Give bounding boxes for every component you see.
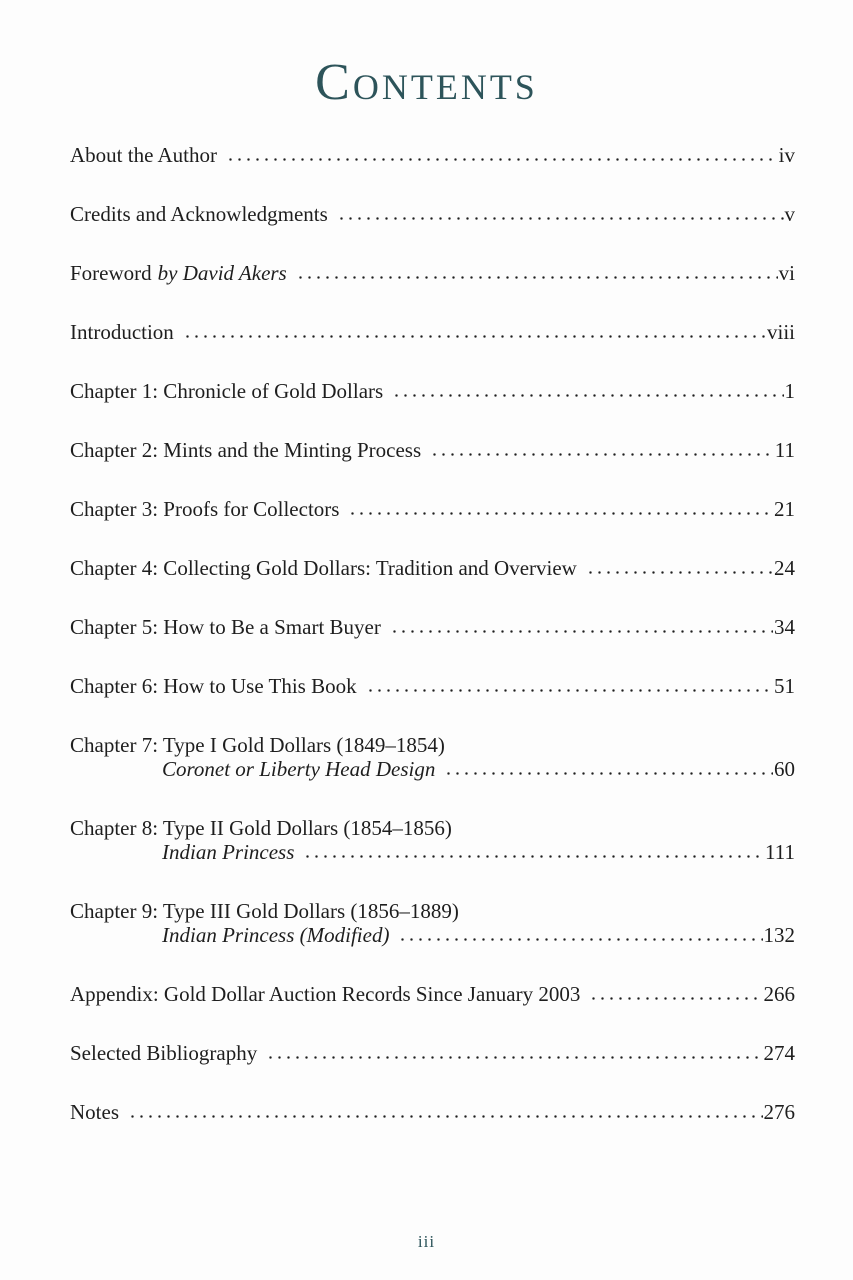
toc-entry-label: Appendix: Gold Dollar Auction Records Since January 2003 [70,982,581,1007]
toc-entry-page: 60 [774,757,795,782]
toc-entry-page: 111 [765,840,795,865]
dot-leader [444,771,773,776]
dot-leader [303,854,764,859]
toc-entry-page: viii [766,320,795,345]
toc-entry-label: Chapter 4: Collecting Gold Dollars: Tradition and Overview [70,556,577,581]
dot-leader [296,275,778,280]
toc-entry-page: 266 [763,982,795,1007]
dot-leader [430,452,774,457]
toc-entry-subtitle: Indian Princess [162,840,295,865]
toc-entry [70,320,795,344]
toc-entry [70,261,795,285]
toc-list [0,143,853,1124]
toc-entry-label: Introduction [70,320,174,345]
dot-leader [366,688,773,693]
toc-entry-page: 51 [774,674,795,699]
dot-leader [390,629,773,634]
toc-entry-page: 1 [784,379,795,404]
toc-entry-subtitle: Indian Princess (Modified) [162,923,390,948]
toc-entry-label: Chapter 6: How to Use This Book [70,674,357,699]
toc-entry-label: About the Author [70,143,217,168]
toc-entry-page: vi [778,261,795,286]
toc-entry [70,556,795,580]
toc-entry-label: Chapter 3: Proofs for Collectors [70,497,340,522]
toc-entry-page: v [784,202,795,227]
toc-entry-label: Chapter 8: Type II Gold Dollars (1854–1856) [70,816,452,841]
toc-entry-label: Chapter 1: Chronicle of Gold Dollars [70,379,384,404]
toc-entry [70,202,795,226]
toc-entry [70,1041,795,1065]
dot-leader [398,937,762,942]
toc-entry [70,143,795,167]
toc-entry-label: Chapter 9: Type III Gold Dollars (1856–1889) [70,899,459,924]
toc-entry-page: 24 [774,556,795,581]
toc-entry-page: 11 [774,438,795,463]
dot-leader [348,511,773,516]
toc-entry-page: 132 [763,923,795,948]
toc-entry-page: 276 [763,1100,795,1125]
toc-entry-label: Chapter 5: How to Be a Smart Buyer [70,615,381,640]
toc-entry [70,733,795,781]
toc-entry-subtitle: Coronet or Liberty Head Design [162,757,436,782]
toc-entry-label: Credits and Acknowledgments [70,202,328,227]
toc-entry-label: Chapter 7: Type I Gold Dollars (1849–1854) [70,733,445,758]
toc-entry [70,899,795,947]
page-title: Contents [315,54,538,111]
toc-entry [70,497,795,521]
dot-leader [586,570,773,575]
folio-page-number: iii [417,1232,436,1251]
toc-entry-page: 21 [774,497,795,522]
toc-entry-page: 274 [763,1041,795,1066]
dot-leader [183,334,766,339]
toc-entry [70,1100,795,1124]
toc-entry [70,615,795,639]
toc-entry [70,379,795,403]
toc-entry-label: Selected Bibliography [70,1041,258,1066]
dot-leader [128,1114,763,1119]
toc-entry-page: iv [778,143,795,168]
toc-entry [70,982,795,1006]
dot-leader [226,157,778,162]
toc-entry [70,674,795,698]
toc-entry-label-italic: by David Akers [157,261,287,286]
toc-entry-label: Notes [70,1100,119,1125]
dot-leader [589,996,762,1001]
dot-leader [392,393,783,398]
dot-leader [266,1055,762,1060]
toc-entry [70,438,795,462]
dot-leader [337,216,784,221]
toc-entry-label: Foreword [70,261,152,286]
toc-entry-page: 34 [774,615,795,640]
toc-entry [70,816,795,864]
toc-entry-label: Chapter 2: Mints and the Minting Process [70,438,422,463]
